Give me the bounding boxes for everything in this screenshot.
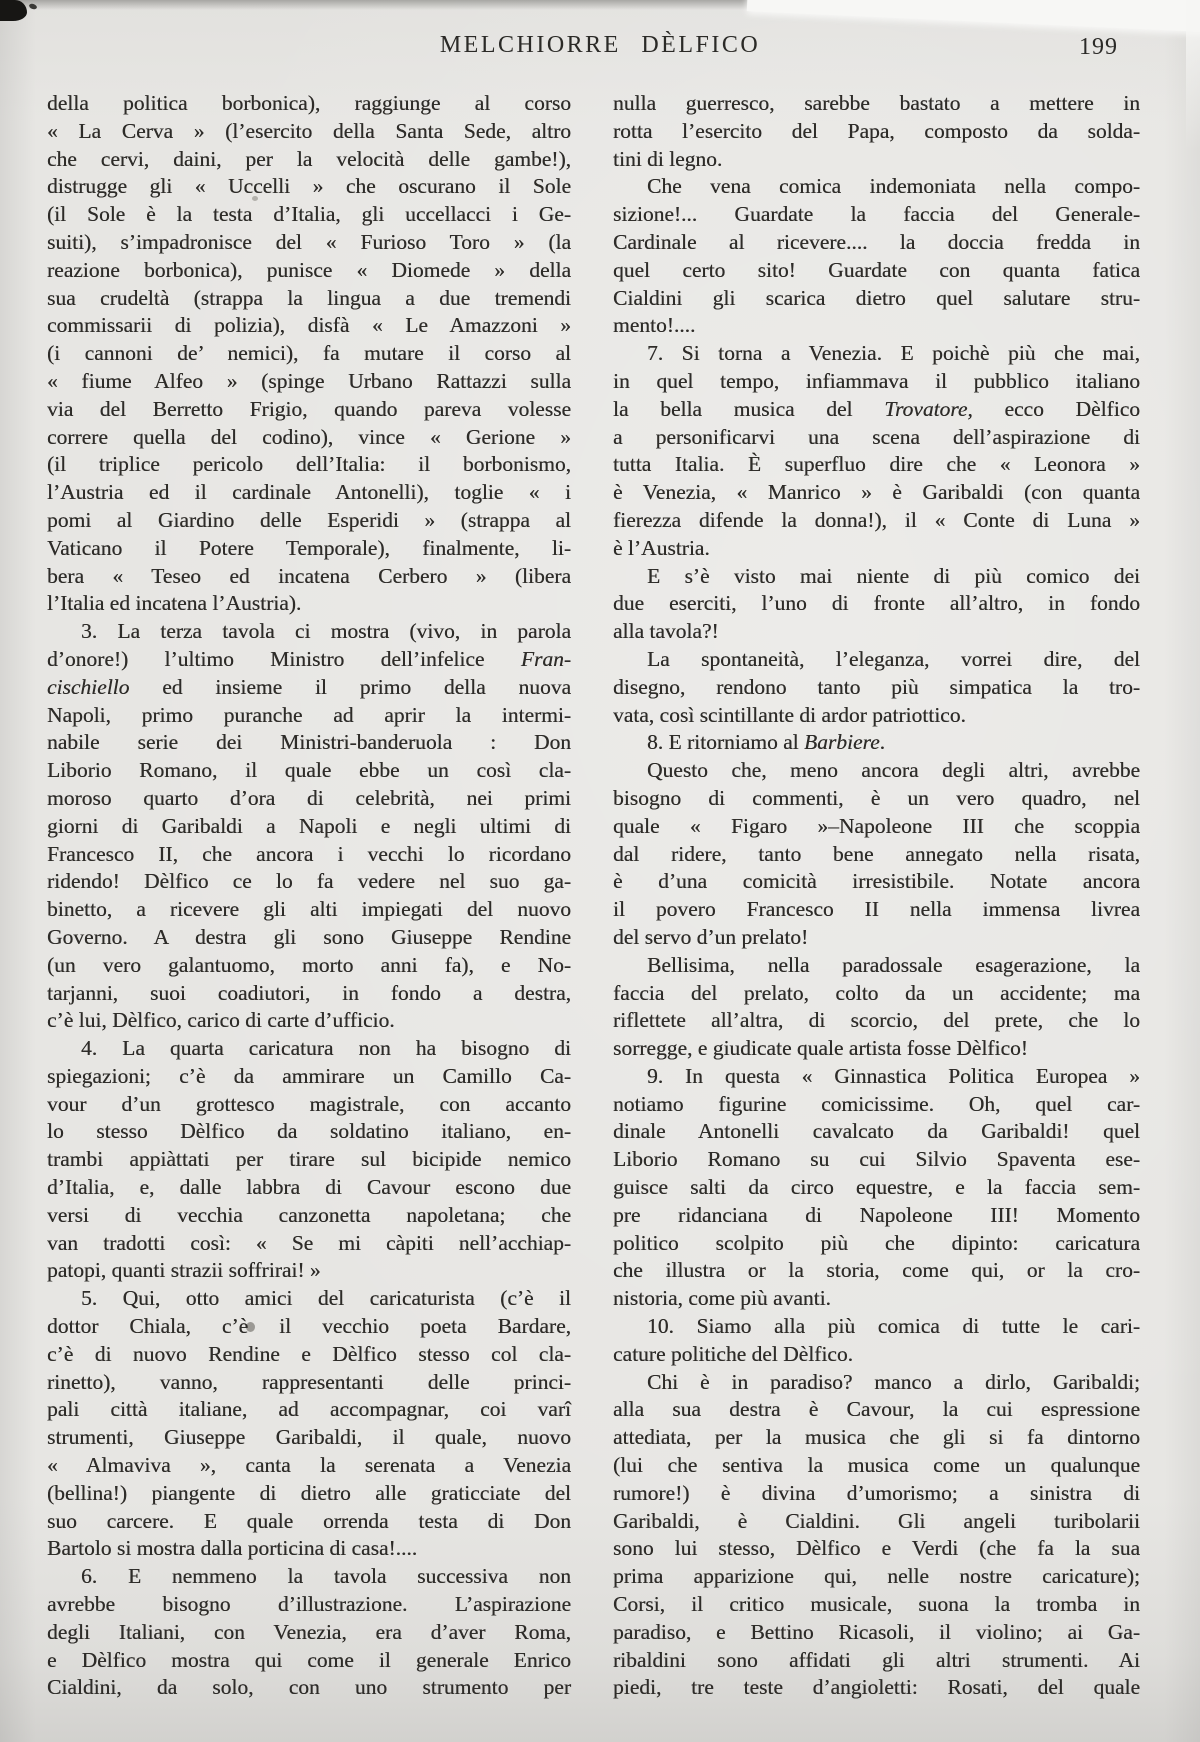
text-line: « La Cerva » (l’esercito della Santa Sede, altro (47, 118, 571, 143)
text-line: sono lui stesso, Dèlfico e Verdi (che fa la sua (613, 1536, 1140, 1561)
text-line: della politica borbonica), raggiunge al corso (47, 91, 571, 115)
text-line: strumenti, Giuseppe Garibaldi, il quale, nuovo (47, 1425, 571, 1450)
text-line: dinale Antonelli cavalcato da Garibaldi! quel (613, 1119, 1140, 1144)
text-line: vata, così scintillante di ardor patriottico. (613, 702, 966, 727)
text-line: trambi appiàttati per tirare sul bicipide nemico (47, 1147, 571, 1172)
page-curl-highlight (747, 0, 1200, 33)
text-line: 3. La terza tavola ci mostra (vivo, in parola (81, 619, 571, 644)
text-line: Napoli, primo puranche ad aprir la intermi- (47, 702, 571, 727)
text-line: avrebbe bisogno d’illustrazione. L’aspirazione (47, 1592, 571, 1617)
page-title: MELCHIORRE DÈLFICO (439, 32, 761, 58)
text-line: del servo d’un prelato! (613, 924, 809, 949)
text-line: nistoria, come più avanti. (613, 1286, 831, 1311)
right-column (613, 90, 1140, 1702)
text-line: rumore!) è divina d’umorismo; a sinistra di (613, 1480, 1140, 1505)
text-line: Cialdini gli scarica dietro quel salutare stru- (613, 285, 1140, 310)
text-line: (un vero galantuomo, morto anni fa), e No- (47, 952, 571, 977)
text-line: in quel tempo, infiammava il pubblico italiano (613, 368, 1140, 393)
text-line: che cervi, daini, per la velocità delle gambe!), (47, 146, 571, 171)
text-line: cature politiche del Dèlfico. (613, 1341, 853, 1366)
text-line: 5. Qui, otto amici del caricaturista (c’è il (81, 1286, 571, 1311)
text-line: 8. E ritorniamo al Barbiere. (647, 730, 886, 755)
text-line: prima apparizione qui, nelle nostre caricature); (613, 1564, 1140, 1589)
text-line: (lui che sentiva la musica come un qualunque (613, 1453, 1140, 1478)
text-line: guisce salti da circo equestre, e la faccia sem- (613, 1175, 1140, 1200)
text-line: 6. E nemmeno la tavola successiva non (81, 1564, 571, 1589)
text-line: patopi, quanti strazii soffrirai! » (47, 1258, 321, 1283)
text-line: dottor Chiala, c’è il vecchio poeta Bardare, (47, 1314, 571, 1339)
text-line: lo stesso Dèlfico da soldatino italiano, en- (47, 1119, 571, 1144)
text-line: degli Italiani, con Venezia, era d’aver Roma, (47, 1619, 571, 1644)
text-line: attediata, per la musica che gli si fa dintorno (613, 1425, 1140, 1450)
text-line: 10. Siamo alla più comica di tutte le cari- (647, 1314, 1140, 1339)
text-line: d’onore!) l’ultimo Ministro dell’infelice Fran- (47, 646, 571, 671)
text-line: reazione borbonica), punisce « Diomede » della (47, 257, 571, 282)
text-line: è d’una comicità irresistibile. Notate ancora (613, 869, 1140, 894)
text-line: suiti), s’impadronisce del « Furioso Toro » (la (47, 229, 571, 254)
text-line: distrugge gli « Uccelli » che oscurano il Sole (47, 174, 571, 199)
text-line: c’è lui, Dèlfico, carico di carte d’ufficio. (47, 1008, 395, 1033)
running-header (0, 32, 1200, 59)
text-line: Cialdini, da solo, con uno strumento per (47, 1675, 571, 1700)
text-line: pomi al Giardino delle Esperidi » (strappa al (47, 507, 571, 532)
text-line: a personificarvi una scena dell’aspirazione di (613, 424, 1140, 449)
text-line: cischiello ed insieme il primo della nuova (47, 674, 571, 699)
text-line: La spontaneità, l’eleganza, vorrei dire, del (647, 646, 1140, 671)
text-line: bisogno di commenti, è un vero quadro, nel (613, 785, 1140, 810)
text-line: quale « Figaro »–Napoleone III che scoppia (613, 813, 1140, 838)
text-line: Questo che, meno ancora degli altri, avrebbe (647, 758, 1140, 783)
text-line: ribaldini sono affidati gli altri strumenti. Ai (613, 1647, 1140, 1672)
text-line: rinetto), vanno, rappresentanti delle princi- (47, 1369, 571, 1394)
text-line: l’Italia ed incatena l’Austria). (47, 591, 302, 616)
right-edge-highlight (1186, 0, 1200, 150)
text-line: riflettete all’altra, di scorcio, del prete, che lo (613, 1008, 1140, 1033)
text-line: Che vena comica indemoniata nella compo- (647, 174, 1140, 199)
text-line: alla sua destra è Cavour, la cui espressione (613, 1397, 1140, 1422)
text-line: (il Sole è la testa d’Italia, gli uccellacci i Ge- (47, 202, 571, 227)
text-line: quel certo sito! Guardate con quanta fatica (613, 257, 1140, 282)
text-line: è l’Austria. (613, 535, 710, 560)
text-line: d’Italia, e, dalle labbra di Cavour escono due (47, 1175, 571, 1200)
text-line: correre quella del codino), vince « Gerione » (47, 424, 571, 449)
text-line: Francesco II, che ancora i vecchi lo ricordano (47, 841, 571, 866)
text-line: e Dèlfico mostra qui come il generale Enrico (47, 1647, 571, 1672)
text-line: (il triplice pericolo dell’Italia: il borbonismo, (47, 452, 571, 477)
text-line: (bellina!) piangente di dietro alle graticciate del (47, 1480, 571, 1505)
text-line: bera « Teseo ed incatena Cerbero » (libera (47, 563, 571, 588)
text-line: suo carcere. E quale orrenda testa di Don (47, 1508, 571, 1533)
text-line: dal ridere, tanto bene annegato nella risata, (613, 841, 1140, 866)
text-line: Garibaldi, è Cialdini. Gli angeli turibolarii (613, 1508, 1140, 1533)
text-line: binetto, a ricevere gli alti impiegati del nuovo (47, 897, 571, 922)
text-line: tarjanni, suoi coadiutori, in fondo a destra, (47, 980, 571, 1005)
text-line: sizione!... Guardate la faccia del Generale- (613, 202, 1140, 227)
text-line: faccia del prelato, colto da un accidente; ma (613, 980, 1140, 1005)
text-line: notiamo figurine comicissime. Oh, quel car- (613, 1091, 1140, 1116)
text-line: spiegazioni; c’è da ammirare un Camillo Ca- (47, 1063, 571, 1088)
text-line: politico scolpito più che dipinto: caricatura (613, 1230, 1140, 1255)
text-line: mento!.... (613, 313, 696, 338)
text-line: pali città italiane, ad accompagnar, coi varî (47, 1397, 571, 1422)
text-line: 9. In questa « Ginnastica Politica Europea » (647, 1063, 1140, 1088)
text-line: il povero Francesco II nella immensa livrea (613, 897, 1140, 922)
text-line: commissarii di polizia), disfà « Le Amazzoni » (47, 313, 571, 338)
text-line: giorni di Garibaldi a Napoli e negli ultimi di (47, 813, 571, 838)
text-line: E s’è visto mai niente di più comico dei (647, 563, 1140, 588)
text-line: sua crudeltà (strappa la lingua a due tremendi (47, 285, 571, 310)
text-line: pre ridanciana di Napoleone III! Momento (613, 1202, 1140, 1227)
text-line: 4. La quarta caricatura non ha bisogno di (81, 1036, 571, 1061)
text-line: che illustra or la storia, come qui, or la cro- (613, 1258, 1140, 1283)
text-line: la bella musica del Trovatore, ecco Dèlfico (613, 396, 1140, 421)
text-line: due eserciti, l’uno di fronte all’altro, in fondo (613, 591, 1140, 616)
text-line: (i cannoni de’ nemici), fa mutare il corso al (47, 341, 571, 366)
text-line: sorregge, e giudicate quale artista fosse Dèlfico! (613, 1036, 1028, 1061)
text-line: Cardinale al ricevere.... la doccia fredda in (613, 229, 1140, 254)
text-line: tini di legno. (613, 146, 723, 171)
left-column (47, 90, 571, 1702)
text-line: ridendo! Dèlfico ce lo fa vedere nel suo ga- (47, 869, 571, 894)
text-line: Bellisima, nella paradossale esagerazione, la (647, 952, 1140, 977)
text-line: vour d’un grottesco magistrale, con accanto (47, 1091, 571, 1116)
text-line: alla tavola?! (613, 619, 719, 644)
text-line: nulla guerresco, sarebbe bastato a mettere in (613, 91, 1140, 115)
text-line: piedi, tre teste d’angioletti: Rosati, del quale (613, 1675, 1140, 1700)
text-line: tutta Italia. È superfluo dire che « Leonora » (613, 452, 1140, 477)
text-line: « fiume Alfeo » (spinge Urbano Rattazzi sulla (47, 368, 571, 393)
text-line: van tradotti così: « Se mi càpiti nell’acchiap- (47, 1230, 571, 1255)
text-line: 7. Si torna a Venezia. E poichè più che mai, (647, 341, 1140, 366)
text-line: versi di vecchia canzonetta napoletana; che (47, 1202, 571, 1227)
text-line: c’è di nuovo Rendine e Dèlfico stesso col cla- (47, 1341, 571, 1366)
text-line: Chi è in paradiso? manco a dirlo, Garibaldi; (647, 1369, 1140, 1394)
text-line: Bartolo si mostra dalla porticina di casa!.... (47, 1536, 418, 1561)
text-line: paradiso, e Bettino Ricasoli, il violino; ai Ga- (613, 1619, 1140, 1644)
text-line: via del Berretto Frigio, quando pareva volesse (47, 396, 571, 421)
text-line: « Almaviva », canta la serenata a Venezia (47, 1453, 571, 1478)
scan-corner-mark (0, 0, 27, 21)
text-line: Corsi, il critico musicale, suona la tromba in (613, 1592, 1140, 1617)
text-line: Vaticano il Potere Temporale), finalmente, li- (47, 535, 571, 560)
text-line: nabile serie dei Ministri-banderuola : Don (47, 730, 571, 755)
text-line: è Venezia, « Manrico » è Garibaldi (con quanta (613, 480, 1140, 505)
page-number: 199 (1079, 34, 1118, 60)
text-line: Governo. A destra gli sono Giuseppe Rendine (47, 924, 571, 949)
text-line: fierezza difende la donna!), il « Conte di Luna » (613, 507, 1140, 532)
text-line: l’Austria ed il cardinale Antonelli), toglie « i (47, 480, 571, 505)
text-line: disegno, rendono tanto più simpatica la tro- (613, 674, 1140, 699)
text-line: Liborio Romano su cui Silvio Spaventa ese- (613, 1147, 1140, 1172)
text-line: Liborio Romano, il quale ebbe un così cla- (47, 758, 571, 783)
text-line: rotta l’esercito del Papa, composto da solda- (613, 118, 1140, 143)
text-line: moroso quarto d’ora di celebrità, nei primi (47, 785, 571, 810)
